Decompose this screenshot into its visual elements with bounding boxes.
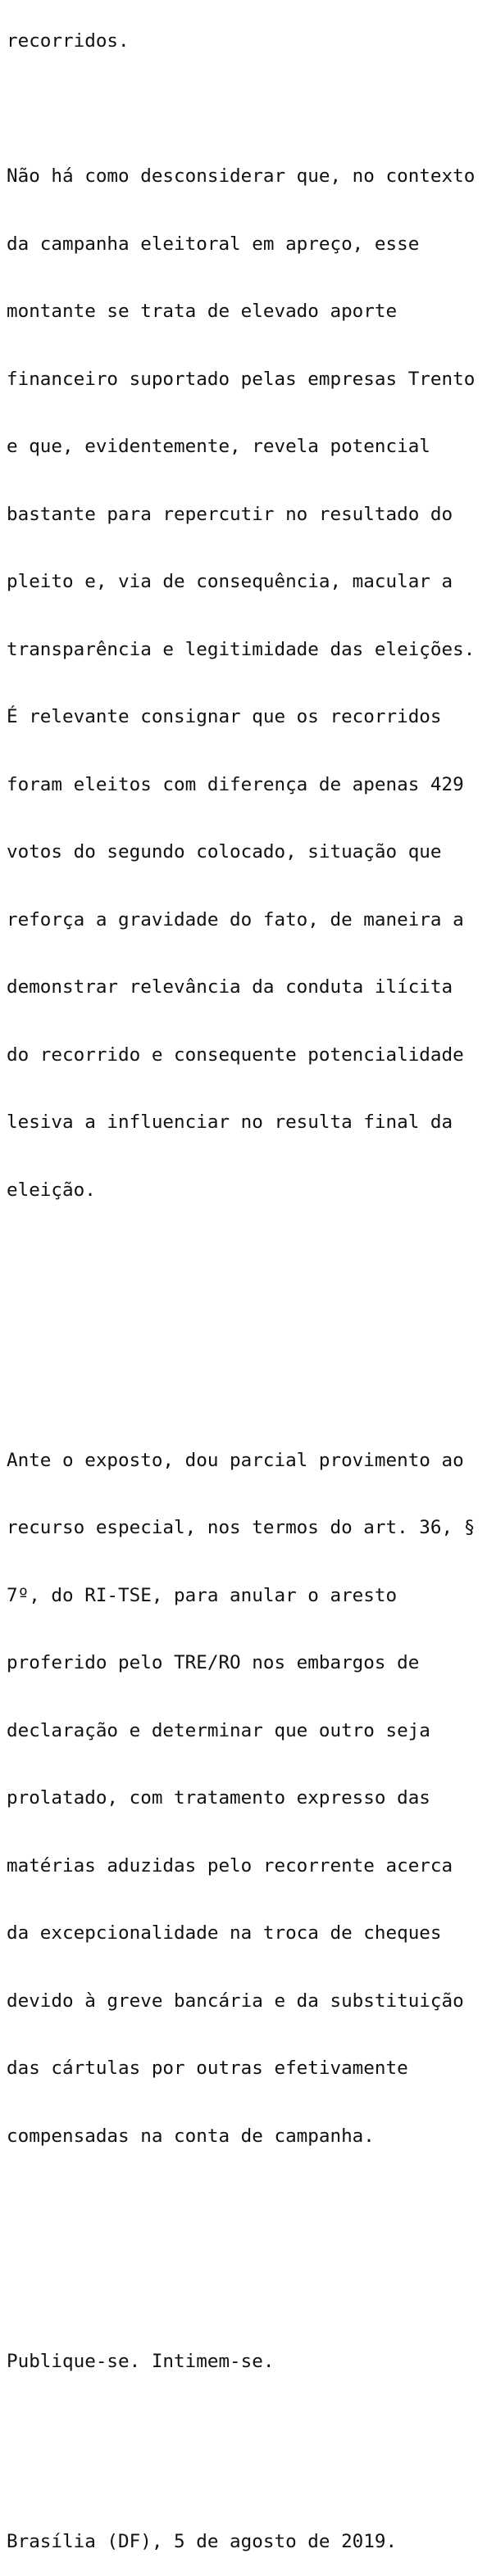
paragraph-1: [7, 120, 485, 1247]
text-line: compensadas na conta de campanha.: [7, 2125, 375, 2147]
text-line: montante se trata de elevado aporte: [7, 301, 398, 322]
text-line: votos do segundo colocado, situação que: [7, 841, 442, 862]
text-line: transparência e legitimidade das eleições.: [7, 638, 476, 660]
text-line: prolatado, com tratamento expresso das: [7, 1787, 430, 1809]
text-line: da excepcionalidade na troca de cheques: [7, 1922, 442, 1944]
text-line: reforça a gravidade do fato, de maneira a: [7, 908, 464, 930]
publish-line: Publique-se. Intimem-se.: [7, 2350, 275, 2372]
text-line: Ante o exposto, dou parcial provimento ao: [7, 1449, 464, 1471]
text-line: eleição.: [7, 1179, 96, 1201]
text-line: Não há como desconsiderar que, no contexto: [7, 165, 476, 187]
text-line: declaração e determinar que outro seja: [7, 1719, 430, 1741]
cut-off-line: recorridos.: [7, 30, 130, 52]
text-line: bastante para repercutir no resultado do: [7, 503, 453, 525]
document-body: [7, 0, 485, 2576]
text-line: da campanha eleitoral em apreço, esse: [7, 233, 420, 255]
paragraph-spacer: [7, 1315, 485, 1338]
text-line: lesiva a influenciar no resulta final da: [7, 1111, 453, 1133]
paragraph-2: [7, 1405, 485, 2193]
text-line: demonstrar relevância da conduta ilícita: [7, 976, 453, 998]
text-line: recurso especial, nos termos do art. 36, §: [7, 1517, 476, 1538]
text-line: É relevante consignar que os recorridos: [7, 706, 442, 727]
text-line: e que, evidentemente, revela potencial: [7, 436, 430, 457]
text-line: foram eleitos com diferença de apenas 429: [7, 773, 464, 795]
text-line: 7º, do RI-TSE, para anular o aresto: [7, 1584, 398, 1606]
date-line: Brasília (DF), 5 de agosto de 2019.: [7, 2530, 398, 2552]
text-line: devido à greve bancária e da substituição: [7, 1990, 464, 2012]
text-line: pleito e, via de consequência, macular a: [7, 571, 453, 592]
paragraph-spacer: [7, 2261, 485, 2284]
text-line: das cártulas por outras efetivamente: [7, 2058, 408, 2079]
text-line: proferido pelo TRE/RO nos embargos de: [7, 1652, 420, 1673]
text-line: do recorrido e consequente potencialidade: [7, 1044, 464, 1066]
paragraph-spacer: [7, 2441, 485, 2464]
text-line: financeiro suportado pelas empresas Trento: [7, 368, 476, 390]
text-line: matérias aduzidas pelo recorrente acerca: [7, 1854, 453, 1877]
